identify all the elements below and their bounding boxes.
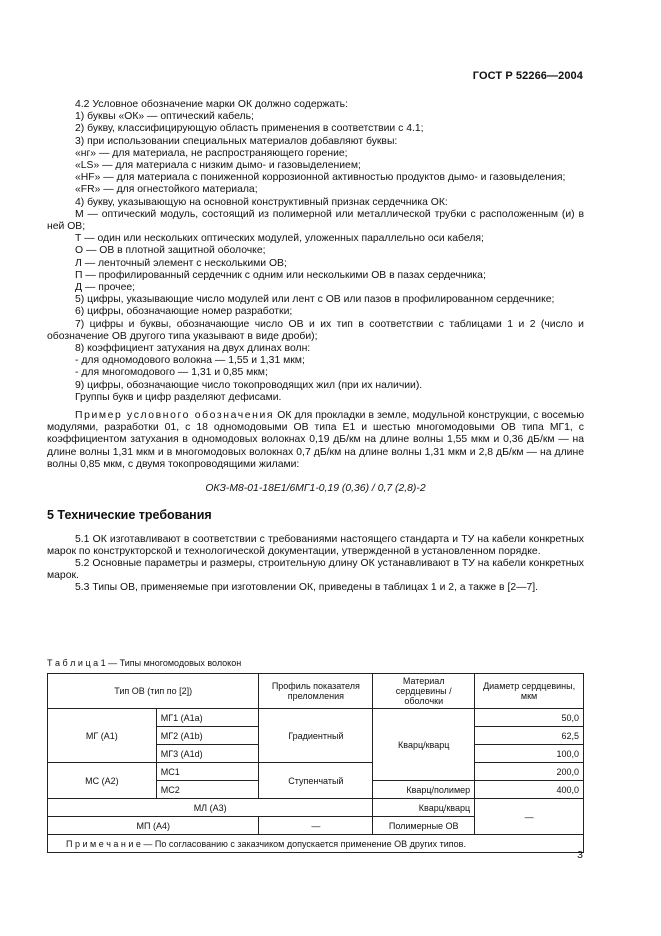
- table-cell: 62,5: [475, 727, 584, 745]
- table-cell: МГ (А1): [48, 709, 157, 763]
- paragraph: 5) цифры, указывающие число модулей или лент с ОВ или пазов в профилированном сердечнике;: [75, 294, 555, 306]
- paragraph: О — ОВ в плотной защитной оболочке;: [75, 245, 266, 257]
- example-label: Пример условного обозначения: [75, 410, 275, 422]
- paragraph: Группы букв и цифр разделяют дефисами.: [75, 391, 282, 403]
- table-cell: Кварц/кварц: [373, 709, 475, 781]
- note-text: — По согласованию с заказчиком допускается применение ОВ других типов.: [140, 838, 466, 849]
- table-row: [48, 763, 584, 781]
- table-cell: Полимерные ОВ: [373, 817, 475, 835]
- table-note: [48, 835, 584, 853]
- table-cell: Градиентный: [259, 709, 373, 763]
- table-cell: МС1: [156, 763, 259, 781]
- paragraph: П — профилированный сердечник с одним или несколькими ОВ в пазах сердечника;: [75, 269, 486, 281]
- table-cell: МС (А2): [48, 763, 157, 799]
- table-header-row: [48, 674, 584, 709]
- paragraph: 9) цифры, обозначающие число токопроводящих жил (при их наличии).: [75, 379, 423, 391]
- table-caption: Т а б л и ц а 1 — Типы многомодовых волокон: [47, 658, 242, 668]
- paragraph: «LS» — для материала с низким дымо- и газовыделением;: [75, 160, 361, 172]
- table-cell: МГ1 (А1а): [156, 709, 259, 727]
- paragraph: Т — один или нескольких оптических модулей, уложенных параллельно оси кабеля;: [75, 233, 484, 245]
- paragraph: Л — ленточный элемент с несколькими ОВ;: [75, 257, 287, 269]
- paragraph: 4.2 Условное обозначение марки ОК должно содержать:: [75, 99, 348, 110]
- paragraph: 2) букву, классифицирующую область применения в соответствии с 4.1;: [75, 123, 424, 135]
- paragraph: Д — прочее;: [75, 282, 136, 294]
- table-row: [48, 799, 584, 817]
- paragraph: - для многомодового — 1,31 и 0,85 мкм;: [75, 367, 268, 379]
- document-body: [47, 99, 584, 595]
- section-title: 5 Технические требования: [47, 508, 212, 523]
- table-cell: Кварц/полимер: [373, 781, 475, 799]
- header-cell: Тип ОВ (тип по [2]): [48, 674, 259, 709]
- table-note-row: [48, 835, 584, 853]
- table-cell: МГ2 (А1b): [156, 727, 259, 745]
- table-cell: Ступенчатый: [259, 763, 373, 799]
- table-cell: 100,0: [475, 745, 584, 763]
- paragraph: 8) коэффициент затухания на двух длинах волн:: [75, 343, 311, 355]
- paragraph: - для одномодового волокна — 1,55 и 1,31 мкм;: [75, 355, 305, 367]
- paragraph: 4) букву, указывающую на основной конструктивный признак сердечника ОК:: [75, 196, 448, 208]
- table-cell: МЛ (А3): [48, 799, 373, 817]
- table-cell: МГ3 (А1d): [156, 745, 259, 763]
- paragraph: «нг» — для материала, не распространяющего горение;: [75, 147, 348, 159]
- paragraph: 6) цифры, обозначающие номер разработки;: [75, 306, 293, 318]
- paragraph: 7) цифры и буквы, обозначающие число ОВ и их тип в соответствии с таблицами 1 и 2 (число и обозначение ОВ другого типа указывают в виде дроби);: [47, 318, 584, 342]
- fiber-types-table: [47, 673, 584, 853]
- table-cell: МС2: [156, 781, 259, 799]
- table-cell: —: [475, 799, 584, 835]
- paragraph: 5.3 Типы ОВ, применяемые при изготовлении ОК, приведены в таблицах 1 и 2, а также в [2—7].: [75, 582, 539, 594]
- paragraph: 5.2 Основные параметры и размеры, строительную длину ОК устанавливают в ТУ на кабели конкретных марок.: [47, 557, 584, 582]
- example-text: ОК для прокладки в земле, модульной конструкции, с восемью модулями, разработки 01, с 18 одномодовыми ОВ типа Е1 и шестью многомодовыми ОВ типа МГ1, с коэффициентом затухания в одномодовых волокнах 0,19 дБ/км на длине волны 1,55 мкм и 0,36 дБ/км — на длине волны 1,31 мкм и в многомодовых волокнах 0,7 дБ/км на длине волны 1,31 мкм и 2,8 дБ/км — на длине волны 0,85 мкм, с двумя токопроводящими жилами:: [47, 410, 584, 470]
- page-number: 3: [577, 849, 583, 861]
- paragraph: 5.1 ОК изготавливают в соответствии с требованиями настоящего стандарта и ТУ на кабели конкретных марок по конструкторской и технологической документации, утвержденной в установленном порядке.: [47, 533, 584, 557]
- table-cell: 50,0: [475, 709, 584, 727]
- paragraph: 3) при использовании специальных материалов добавляют буквы:: [75, 135, 398, 147]
- example-paragraph: [47, 410, 584, 471]
- table-cell: Кварц/кварц: [373, 799, 475, 817]
- designation-formula: ОКЗ-М8-01-18Е1/6МГ1-0,19 (0,36) / 0,7 (2,8)-2: [205, 483, 426, 495]
- paragraph: «FR» — для огнестойкого материала;: [75, 184, 258, 196]
- table-cell: МП (А4): [48, 817, 259, 835]
- paragraph: 1) буквы «ОК» — оптический кабель;: [75, 111, 254, 123]
- table-cell: 200,0: [475, 763, 584, 781]
- paragraph: «HF» — для материала с пониженной коррозионной активностью продуктов дымо- и газовыделения;: [75, 172, 566, 184]
- paragraph: М — оптический модуль, состоящий из полимерной или металлической трубки с расположенным (и) в ней ОВ;: [47, 208, 584, 233]
- header-cell: Материал сердцевины / оболочки: [373, 674, 475, 709]
- standard-header: ГОСТ Р 52266—2004: [472, 70, 583, 82]
- table-cell: —: [259, 817, 373, 835]
- header-cell: Профиль показателя преломления: [259, 674, 373, 709]
- note-label: П р и м е ч а н и е: [66, 838, 141, 849]
- table-cell: 400,0: [475, 781, 584, 799]
- table-row: [48, 709, 584, 727]
- header-cell: Диаметр сердцевины, мкм: [475, 674, 584, 709]
